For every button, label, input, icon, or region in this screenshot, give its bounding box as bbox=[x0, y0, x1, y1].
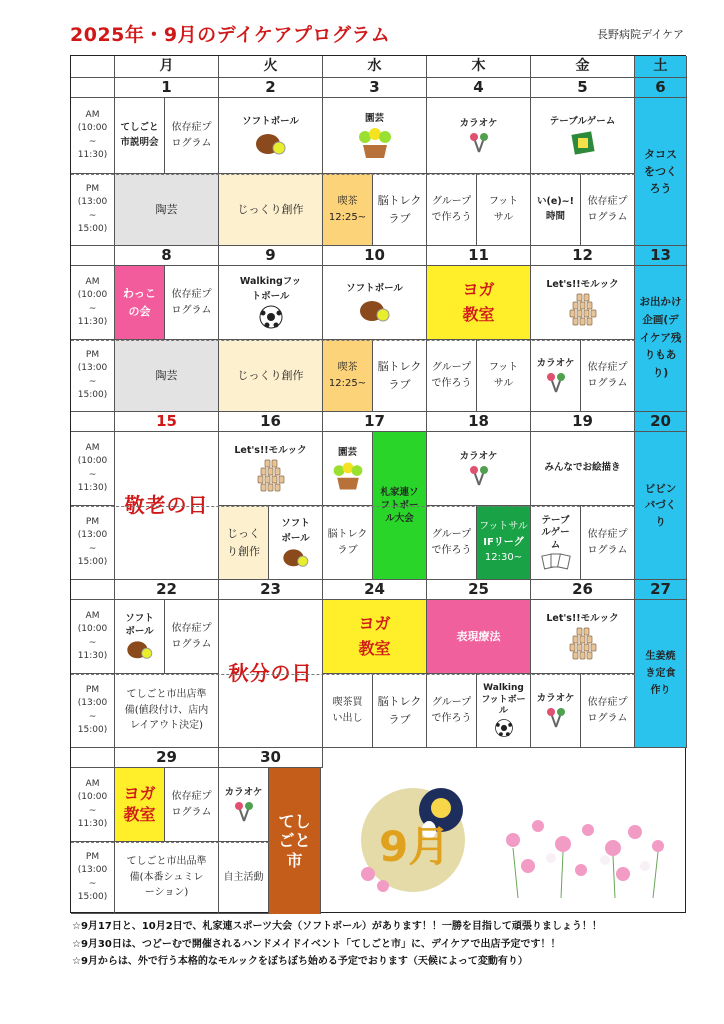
am-label: AM (10:00 ~ 11:30) bbox=[71, 600, 115, 674]
program-brain-training: 脳トレクラブ bbox=[373, 174, 427, 246]
glove-icon bbox=[281, 546, 311, 568]
program-crafting: じっくり創作 bbox=[219, 506, 269, 580]
weekday-sat: 土 bbox=[635, 56, 687, 78]
program-addiction: 依存症プログラム bbox=[581, 174, 635, 246]
program-group-making: グループで作ろう bbox=[427, 506, 477, 580]
day-3: 3 bbox=[323, 78, 427, 98]
am-label: AM (10:00 ~ 11:30) bbox=[71, 768, 115, 842]
program-self-activity: 自主活動 bbox=[219, 842, 269, 914]
day-19: 19 bbox=[531, 412, 635, 432]
soccer-ball-icon bbox=[494, 718, 514, 738]
program-crafting: じっくり創作 bbox=[219, 340, 323, 412]
program-gardening: 園芸 bbox=[323, 98, 427, 174]
microphone-icon bbox=[467, 465, 491, 487]
soccer-ball-icon bbox=[258, 304, 284, 330]
program-cafe-shopping: 喫茶買い出し bbox=[323, 674, 373, 748]
month-badge: 9月 bbox=[379, 822, 451, 871]
program-expression-therapy: 表現療法 bbox=[427, 600, 531, 674]
program-wakko-meeting: わっこの会 bbox=[115, 266, 165, 340]
program-crafting: じっくり創作 bbox=[219, 174, 323, 246]
program-tesigoto-store-prep: てしごと市出店準備(値段付け、店内レイアウト決定) bbox=[115, 674, 219, 748]
day-20: 20 bbox=[635, 412, 687, 432]
program-futsal: フットサル bbox=[477, 340, 531, 412]
program-ie-time: い(e)~!時間 bbox=[531, 174, 581, 246]
glove-icon bbox=[358, 297, 392, 323]
program-karaoke: カラオケ bbox=[427, 98, 531, 174]
day-10: 10 bbox=[323, 246, 427, 266]
day-15: 15 bbox=[115, 412, 219, 432]
program-yoga: ヨガ教室 bbox=[323, 600, 427, 674]
program-pottery: 陶芸 bbox=[115, 340, 219, 412]
am-label: AM (10:00 ~ 11:30) bbox=[71, 98, 115, 174]
program-molkky: Let's!!モルック bbox=[531, 266, 635, 340]
holiday-respect-aged: 敬老の日 bbox=[115, 432, 219, 580]
program-table-game: テーブルゲーム bbox=[531, 506, 581, 580]
weekday-fri: 金 bbox=[531, 56, 635, 78]
program-walking-football: Walkingフットボール bbox=[219, 266, 323, 340]
event-softball-tournament: 札家連ソフトボール大会 bbox=[373, 432, 427, 580]
program-molkky: Let's!!モルック bbox=[219, 432, 323, 506]
note-2: ☆9月30日は、つどーむで開催されるハンドメイドイベント「てしごと市」に、デイケアで出店予定です！！ bbox=[72, 938, 561, 950]
footnotes bbox=[72, 918, 602, 971]
program-karaoke: カラオケ bbox=[531, 674, 581, 748]
day-23: 23 bbox=[219, 580, 323, 600]
program-futsal: フットサル bbox=[477, 174, 531, 246]
day-17: 17 bbox=[323, 412, 427, 432]
day-24: 24 bbox=[323, 580, 427, 600]
microphone-icon bbox=[544, 372, 568, 394]
program-yoga: ヨガ教室 bbox=[115, 768, 165, 842]
header-corner bbox=[71, 56, 115, 78]
program-pottery: 陶芸 bbox=[115, 174, 219, 246]
pm-label: PM (13:00 ~ 15:00) bbox=[71, 174, 115, 246]
program-saturday-tacos: タコスをつくろう bbox=[635, 98, 687, 246]
holiday-autumn-equinox: 秋分の日 bbox=[219, 600, 323, 748]
day-8: 8 bbox=[115, 246, 219, 266]
weekday-thu: 木 bbox=[427, 56, 531, 78]
pm-label: PM (13:00 ~ 15:00) bbox=[71, 340, 115, 412]
day-13: 13 bbox=[635, 246, 687, 266]
program-drawing: みんなでお絵描き bbox=[531, 432, 635, 506]
program-addiction: 依存症プログラム bbox=[165, 768, 219, 842]
pm-label: PM (13:00 ~ 15:00) bbox=[71, 842, 115, 914]
organization-name: 長野病院デイケア bbox=[596, 28, 684, 41]
program-cafe: 喫茶 12:25~ bbox=[323, 174, 373, 246]
program-brain-training: 脳トレクラブ bbox=[373, 340, 427, 412]
day-6: 6 bbox=[635, 78, 687, 98]
glove-icon bbox=[254, 130, 288, 156]
program-tesigoto-briefing: てしごと市説明会 bbox=[115, 98, 165, 174]
weekday-wed: 水 bbox=[323, 56, 427, 78]
day-1: 1 bbox=[115, 78, 219, 98]
day-29: 29 bbox=[115, 748, 219, 768]
weekday-mon: 月 bbox=[115, 56, 219, 78]
program-softball: ソフトボール bbox=[269, 506, 323, 580]
program-brain-training: 脳トレクラブ bbox=[323, 506, 373, 580]
calendar bbox=[70, 55, 686, 913]
program-saturday-bibimbap: ビビンバづくり bbox=[635, 432, 687, 580]
program-brain-training: 脳トレクラブ bbox=[373, 674, 427, 748]
program-yoga: ヨガ教室 bbox=[427, 266, 531, 340]
molkky-pins-icon bbox=[253, 459, 289, 493]
program-karaoke: カラオケ bbox=[427, 432, 531, 506]
program-group-making: グループで作ろう bbox=[427, 340, 477, 412]
program-walking-football: Walkingフットボール bbox=[477, 674, 531, 748]
pm-label: PM (13:00 ~ 15:00) bbox=[71, 506, 115, 580]
program-cafe: 喫茶 12:25~ bbox=[323, 340, 373, 412]
program-addiction: 依存症プログラム bbox=[165, 600, 219, 674]
program-softball: ソフトボール bbox=[115, 600, 165, 674]
glove-icon bbox=[125, 638, 155, 660]
program-addiction: 依存症プログラム bbox=[165, 266, 219, 340]
molkky-pins-icon bbox=[565, 627, 601, 661]
pm-label: PM (13:00 ~ 15:00) bbox=[71, 674, 115, 748]
program-futsal-if-league: フットサル IFリーグ 12:30~ bbox=[477, 506, 531, 580]
day-18: 18 bbox=[427, 412, 531, 432]
note-3: ☆9月からは、外で行う本格的なモルックをぼちぼち始める予定でおります（天候によって変動有り） bbox=[72, 956, 528, 967]
day-27: 27 bbox=[635, 580, 687, 600]
program-gardening: 園芸 bbox=[323, 432, 373, 506]
day-16: 16 bbox=[219, 412, 323, 432]
day-22: 22 bbox=[115, 580, 219, 600]
weekday-tue: 火 bbox=[219, 56, 323, 78]
day-11: 11 bbox=[427, 246, 531, 266]
molkky-pins-icon bbox=[565, 293, 601, 327]
program-group-making: グループで作ろう bbox=[427, 174, 477, 246]
program-karaoke: カラオケ bbox=[219, 768, 269, 842]
program-saturday-outing: お出かけ企画(デイケア残りもあり) bbox=[635, 266, 687, 412]
program-molkky: Let's!!モルック bbox=[531, 600, 635, 674]
day-5: 5 bbox=[531, 78, 635, 98]
day-9: 9 bbox=[219, 246, 323, 266]
program-addiction: 依存症プログラム bbox=[581, 674, 635, 748]
month-badge-illustration bbox=[323, 748, 687, 914]
am-label: AM (10:00 ~ 11:30) bbox=[71, 266, 115, 340]
microphone-icon bbox=[467, 132, 491, 154]
am-label: AM (10:00 ~ 11:30) bbox=[71, 432, 115, 506]
program-addiction: 依存症プログラム bbox=[581, 506, 635, 580]
illustration-area bbox=[323, 748, 687, 914]
flowerpot-icon bbox=[355, 127, 395, 159]
event-tesigoto-market: てしごと市 bbox=[269, 768, 321, 914]
flowerpot-icon bbox=[330, 461, 366, 491]
day-25: 25 bbox=[427, 580, 531, 600]
day-2: 2 bbox=[219, 78, 323, 98]
cards-icon bbox=[541, 552, 571, 570]
program-karaoke: カラオケ bbox=[531, 340, 581, 412]
program-group-making: グループで作ろう bbox=[427, 674, 477, 748]
program-tesigoto-product-prep: てしごと市出品準備(本番シュミレーション) bbox=[115, 842, 219, 914]
program-saturday-ginger-pork: 生姜焼き定食作り bbox=[635, 600, 687, 748]
game-box-icon bbox=[570, 130, 596, 156]
page-title: 2025年・9月のデイケアプログラム bbox=[70, 24, 391, 46]
day-12: 12 bbox=[531, 246, 635, 266]
program-table-game: テーブルゲーム bbox=[531, 98, 635, 174]
day-30: 30 bbox=[219, 748, 323, 768]
day-26: 26 bbox=[531, 580, 635, 600]
day-4: 4 bbox=[427, 78, 531, 98]
program-addiction: 依存症プログラム bbox=[165, 98, 219, 174]
program-softball: ソフトボール bbox=[323, 266, 427, 340]
microphone-icon bbox=[544, 707, 568, 729]
program-addiction: 依存症プログラム bbox=[581, 340, 635, 412]
microphone-icon bbox=[232, 801, 256, 823]
note-1: ☆9月17日と、10月2日で、札家連スポーツ大会（ソフトボール）があります！！一勝を目指して頑張りましょう！！ bbox=[72, 921, 602, 932]
program-softball: ソフトボール bbox=[219, 98, 323, 174]
